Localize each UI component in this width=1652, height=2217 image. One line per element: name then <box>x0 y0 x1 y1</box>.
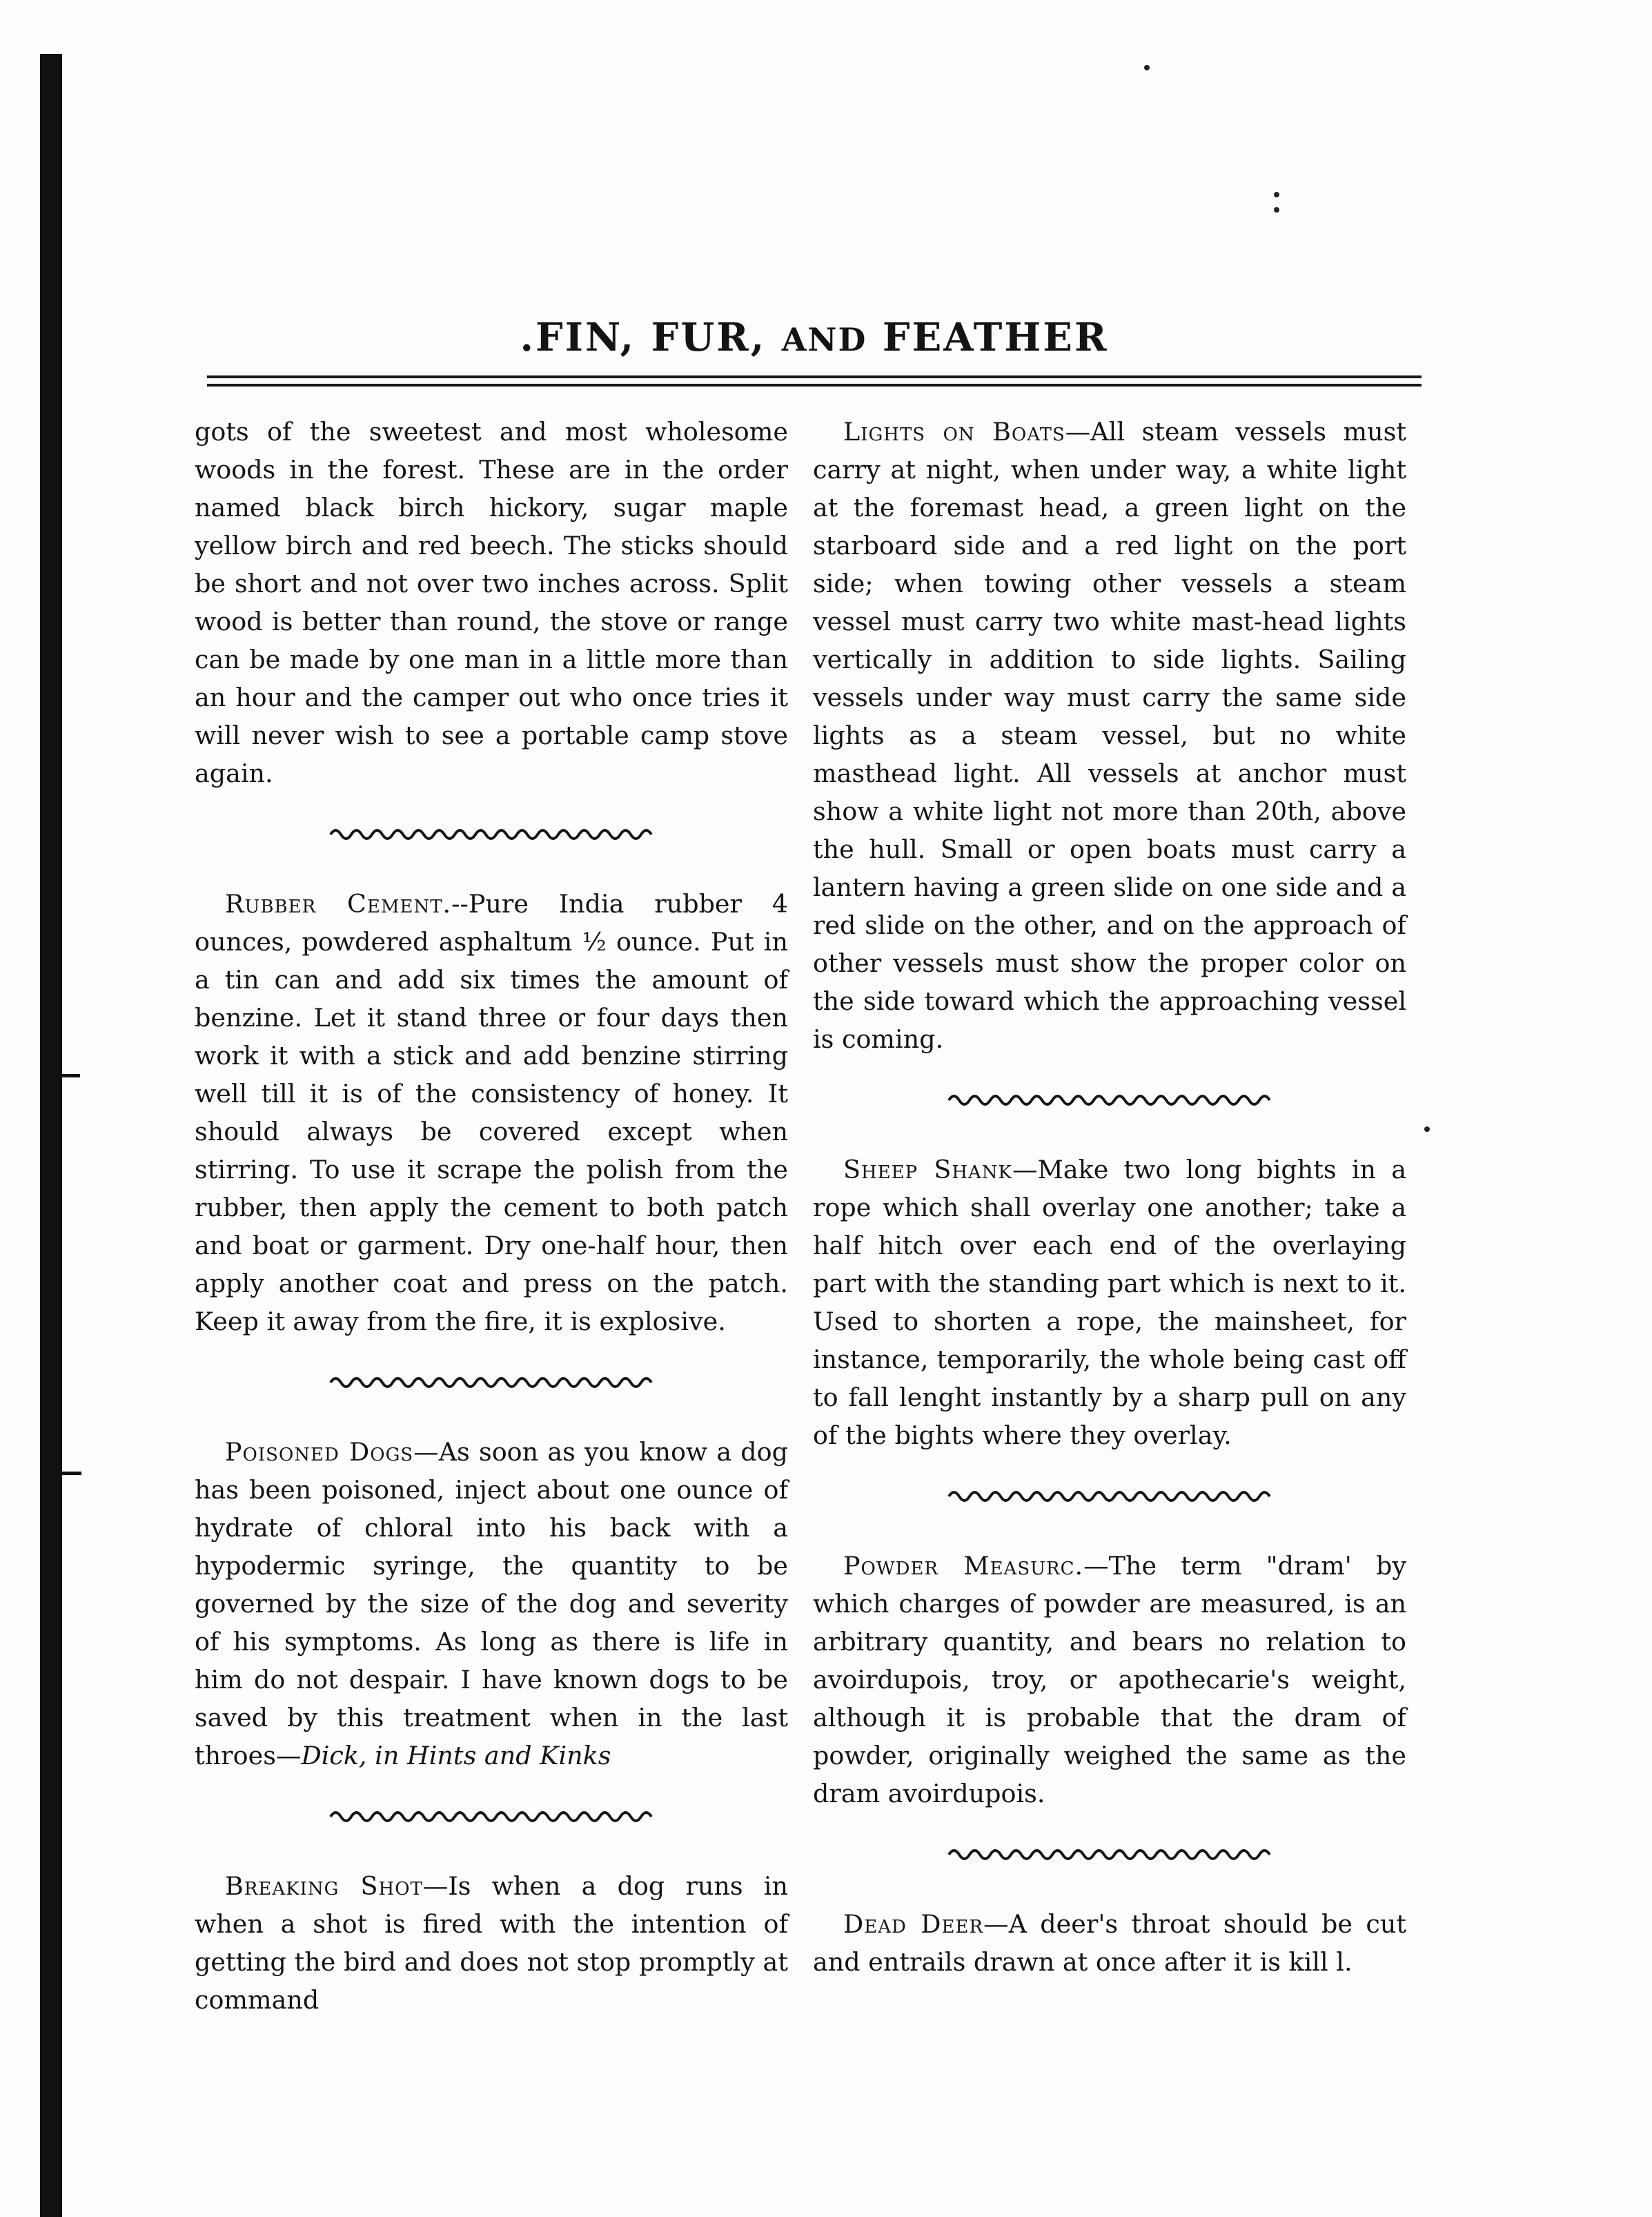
wavy-divider <box>947 1090 1272 1111</box>
header-and: AND <box>781 321 867 358</box>
speck <box>1274 207 1279 213</box>
article-rubber-cement <box>195 885 788 1340</box>
binding-mark <box>48 1074 80 1077</box>
article-title: Sheep Shank <box>843 1155 1012 1184</box>
wavy-divider <box>329 1806 653 1827</box>
article-title: Powder Measurc. <box>843 1551 1084 1581</box>
article-body: —All steam vessels must carry at night, when under way, a white light at the foremast head, a green light on the starboard side and a red light on the port side; when towing other vessels a steam vessel must carry two white mast-head lights vertically in addition to side lights. Sailing vessels under way must carry the same side lights as a steam vessel, but no white masthead light. All vessels at anchor must show a white light not more than 20th, above the hull. Small or open boats must carry a lantern having a green slide on one side and a red slide on the other, and on the approach of other vessels must show the proper color on the side toward which the approaching vessel is coming. <box>813 417 1406 1054</box>
article-body: —The term "dram' by which charges of powder are measured, is an arbitrary quantity, and bears no relation to avoirdupois, troy, or apothecarie's weight, although it is probable that the dram of powder, originally weighed the same as the dram avoirdupois. <box>813 1551 1406 1808</box>
article-attribution: —Dick, in Hints and Kinks <box>275 1741 611 1770</box>
article-title: Breaking Shot <box>225 1871 423 1901</box>
article-title: Rubber Cement. <box>225 889 452 919</box>
article-powder-measure <box>813 1547 1406 1813</box>
binding-edge <box>40 54 62 2217</box>
article-breaking-shot <box>195 1867 788 2019</box>
header-rule-bottom <box>207 384 1422 387</box>
article-body: —A deer's throat should be cut and entrails drawn at once after it is kill l. <box>813 1909 1406 1977</box>
article-body: —As soon as you know a dog has been poisoned, inject about one ounce of hydrate of chloral into his back with a hypodermic syringe, the quantity to be governed by the size of the dog and severity of his symptoms. As long as there is life in him do not despair. I have known dogs to be saved by this treatment when in the last throes <box>195 1437 788 1770</box>
article-title: Dead Deer <box>843 1909 984 1939</box>
speck <box>1144 65 1150 70</box>
wavy-divider <box>947 1844 1272 1865</box>
article-body: —Is when a dog runs in when a shot is fired with the intention of getting the bird and does not stop promptly at command <box>195 1871 788 2015</box>
article-dead-deer <box>813 1905 1406 1981</box>
speck <box>1274 192 1279 197</box>
wavy-divider <box>329 1372 653 1393</box>
running-header <box>207 315 1422 360</box>
right-column <box>813 413 1406 1981</box>
intro-paragraph: gots of the sweetest and most wholesome woods in the forest. These are in the order named black birch hickory, sugar maple yellow birch and red beech. The sticks should be short and not over two inches across. Split wood is better than round, the stove or range can be made by one man in a little more than an hour and the camper out who once tries it will never wish to see a portable camp stove again. <box>195 417 788 788</box>
left-column <box>195 413 788 2019</box>
article-title: Poisoned Dogs <box>225 1437 414 1467</box>
wavy-divider <box>329 824 653 845</box>
article-title: Lights on Boats <box>843 417 1065 447</box>
header-rule-top <box>207 375 1422 378</box>
speck <box>1424 1126 1430 1132</box>
header-fin-fur: .FIN, FUR, <box>520 315 767 360</box>
article-poisoned-dogs <box>195 1433 788 1775</box>
article-lights-on-boats <box>813 413 1406 1058</box>
article-sheep-shank <box>813 1151 1406 1454</box>
article-body: —Make two long bights in a rope which shall overlay one another; take a half hitch over each end of the overlaying part with the standing part which is next to it. Used to shorten a rope, the mainsheet, for instance, temporarily, the whole being cast off to fall lenght instantly by a sharp pull on any of the bights where they overlay. <box>813 1155 1406 1450</box>
binding-mark <box>50 1472 81 1475</box>
article-body: --Pure India rubber 4 ounces, powdered asphaltum ½ ounce. Put in a tin can and add six times the amount of benzine. Let it stand three or four days then work it with a stick and add benzine stirring well till it is of the consistency of honey. It should always be covered except when stirring. To use it scrape the polish from the rubber, then apply the cement to both patch and boat or garment. Dry one-half hour, then apply another coat and press on the patch. Keep it away from the fire, it is explosive. <box>195 889 788 1336</box>
header-feather: FEATHER <box>882 315 1109 360</box>
wavy-divider <box>947 1486 1272 1507</box>
